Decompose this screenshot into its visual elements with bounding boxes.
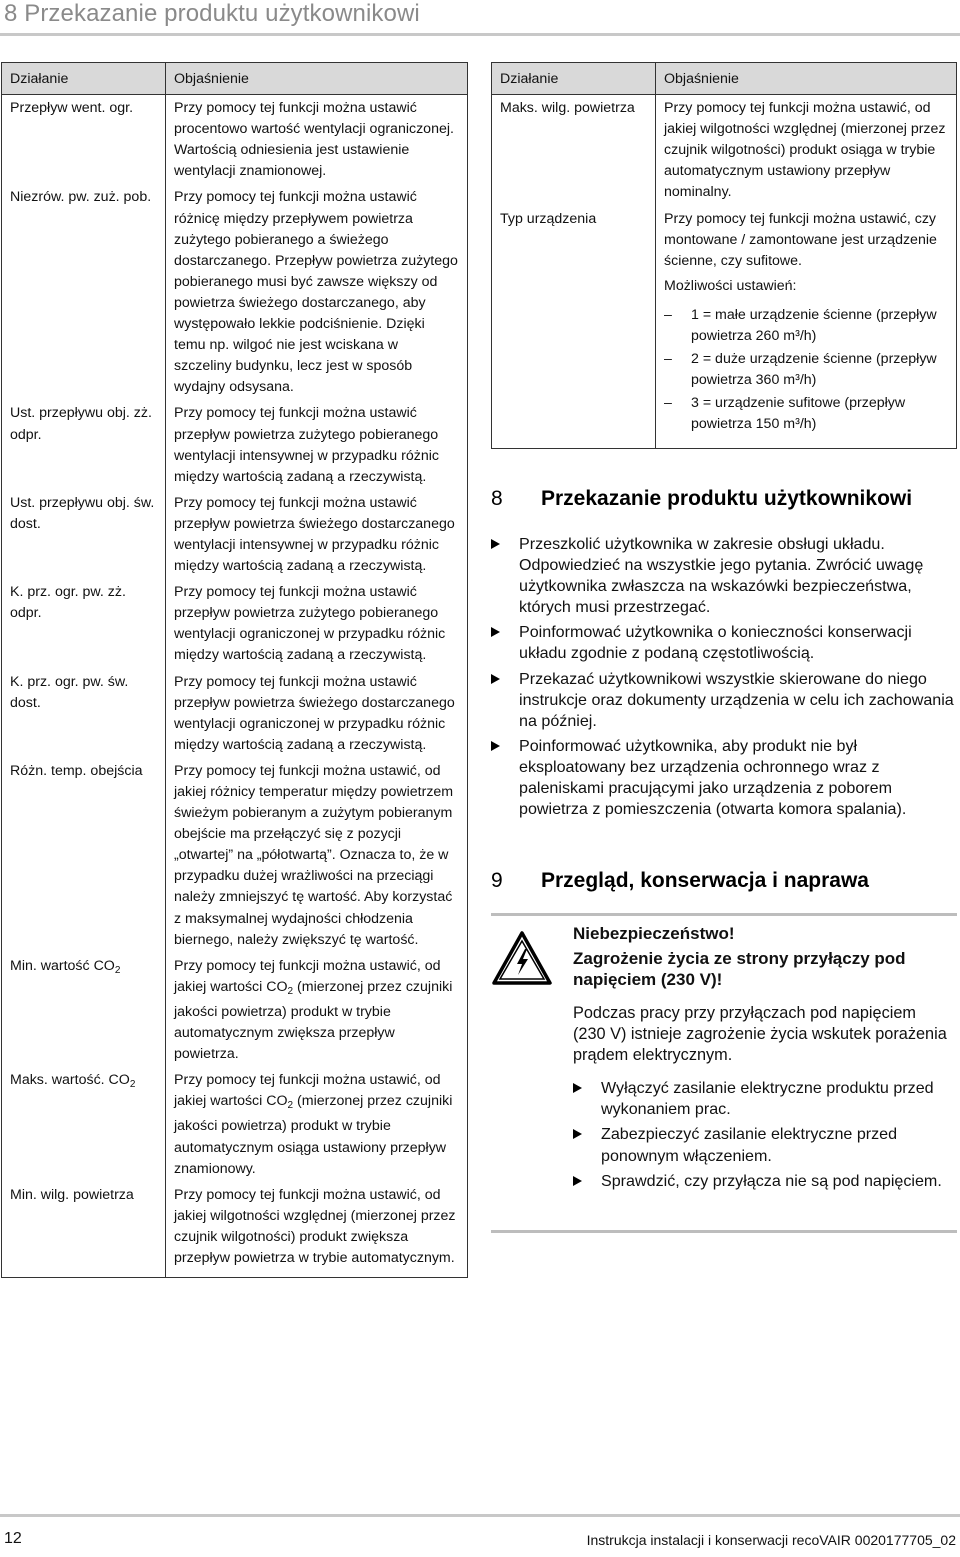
row-action: Ust. przepływu obj. zż. odpr. bbox=[2, 400, 166, 489]
list-item bbox=[573, 1171, 948, 1192]
row-description: Przy pomocy tej funkcji można ustawić przepływ powietrza świeżego dostarczanego wentylacji ograniczonej w przypadku różnic między wartością zadaną a rzeczywistą. bbox=[174, 673, 455, 753]
row-description bbox=[166, 1067, 468, 1181]
section-9-heading bbox=[491, 869, 957, 897]
instruction-text: Poinformować użytkownika o konieczności konserwacji układu zgodnie z podaną częstotliwością. bbox=[519, 623, 912, 663]
action-text: Min. wartość CO bbox=[10, 957, 115, 974]
list-item bbox=[664, 393, 948, 435]
list-item bbox=[573, 1124, 948, 1166]
section-number: 9 bbox=[491, 869, 503, 892]
dash-bullet: – bbox=[664, 306, 672, 323]
section-title: Przekazanie produktu użytkownikowi bbox=[541, 487, 913, 510]
right-functions-table bbox=[491, 62, 957, 449]
section-8-heading bbox=[491, 487, 957, 515]
row-action: Typ urządzenia bbox=[492, 206, 656, 448]
table-row bbox=[2, 95, 468, 185]
table-row bbox=[2, 1067, 468, 1181]
dash-bullet: – bbox=[664, 351, 672, 368]
row-description: Przy pomocy tej funkcji można ustawić, od jakiej różnicy temperatur między powietrzem świeżym pobieranym a zużytym pobieranym obejście ma przełączyć się z pozycji „otwartej” na „półotwartą”. Oznacza to, że w przypadku dużej wrażliwości na przeciągi należy zmniejszyć tę wartość. Aby korzystać z maksymalnej wydajności chłodzenia biernego, należy zwiększyć tę wartość. bbox=[174, 762, 454, 948]
table-header-row bbox=[492, 63, 957, 95]
action-text: Maks. wartość. CO bbox=[10, 1072, 130, 1089]
options-list bbox=[664, 305, 948, 436]
row-description bbox=[166, 953, 468, 1067]
table-row bbox=[2, 490, 468, 579]
subscript: 2 bbox=[287, 985, 294, 997]
row-description: Przy pomocy tej funkcji można ustawić procentowo wartość wentylacji ograniczonej. Wartością odniesienia jest ustawienie wentylacji znamionowej. bbox=[174, 100, 454, 180]
option-text: 1 = małe urządzenie ścienne (przepływ powietrza 260 m³/h) bbox=[691, 306, 937, 345]
instruction-text: Zabezpieczyć zasilanie elektryczne przed ponownym włączeniem. bbox=[601, 1125, 898, 1165]
arrow-bullet-icon bbox=[491, 741, 500, 751]
instruction-text: Przekazać użytkownikowi wszystkie skierowane do niego instrukcje oraz dokumenty urządzenia w celu ich zachowania na później. bbox=[519, 669, 954, 730]
row-description bbox=[656, 206, 957, 448]
list-item bbox=[664, 349, 948, 391]
table-header-row bbox=[2, 63, 468, 95]
arrow-bullet-icon bbox=[573, 1176, 582, 1186]
row-action: Przepływ went. ogr. bbox=[2, 95, 166, 185]
arrow-bullet-icon bbox=[491, 627, 500, 637]
page-number: 12 bbox=[4, 1530, 22, 1547]
table-row bbox=[492, 95, 957, 206]
warning-text: Podczas pracy przy przyłączach pod napięciem (230 V) istnieje zagrożenie życia wskutek porażenia prądem elektrycznym. bbox=[573, 1004, 947, 1065]
table-row bbox=[2, 1182, 468, 1278]
column-header-action: Działanie bbox=[492, 63, 656, 95]
warning-subtitle: Zagrożenie życia ze strony przyłączy pod napięciem (230 V)! bbox=[573, 949, 906, 989]
row-description: Przy pomocy tej funkcji można ustawić przepływ powietrza świeżego dostarczanego wentylacji intensywnej w przypadku różnic między wartością zadaną a rzeczywistą. bbox=[174, 494, 455, 575]
header-rule bbox=[0, 33, 960, 36]
section-number: 8 bbox=[491, 487, 503, 510]
section-8-instructions bbox=[491, 534, 959, 824]
instruction-text: Przeszkolić użytkownika w zakresie obsługi układu. Odpowiedzieć na wszystkie jego pytania. Zwrócić uwagę użytkownika zwłaszcza na wskazówki bezpieczeństwa, których musi przestrzegać. bbox=[519, 535, 924, 617]
list-item bbox=[491, 534, 959, 618]
list-item bbox=[573, 1078, 948, 1120]
warning-title: Niebezpieczeństwo! bbox=[573, 924, 735, 943]
list-item bbox=[491, 669, 959, 732]
arrow-bullet-icon bbox=[491, 674, 500, 684]
electric-hazard-icon bbox=[491, 930, 553, 991]
row-action: Min. wilg. powietrza bbox=[2, 1182, 166, 1278]
table-row bbox=[2, 400, 468, 489]
header-title: 8 Przekazanie produktu użytkownikowi bbox=[4, 0, 420, 27]
row-description: Przy pomocy tej funkcji można ustawić przepływ powietrza zużytego pobieranego wentylacji intensywnej w przypadku różnic między wartością zadaną a rzeczywistą. bbox=[174, 405, 439, 485]
arrow-bullet-icon bbox=[573, 1083, 582, 1093]
desc-text: (mierzonej przez czujniki jakości powietrza) produkt w trybie automatycznym zwiększa przepływ powietrza. bbox=[174, 978, 453, 1063]
desc-text: Przy pomocy tej funkcji można ustawić, od jakiej wartości CO bbox=[174, 1072, 441, 1110]
options-label: Możliwości ustawień: bbox=[664, 277, 797, 294]
table-row bbox=[2, 758, 468, 953]
desc-text: Przy pomocy tej funkcji można ustawić, od jakiej wartości CO bbox=[174, 957, 441, 995]
table-row bbox=[2, 953, 468, 1067]
row-description: Przy pomocy tej funkcji można ustawić, od jakiej wilgotności względnej (mierzonej przez czujnik wilgotności) produkt zwiększa przepływ powietrza w trybie automatycznym. bbox=[174, 1186, 456, 1266]
row-action bbox=[2, 1067, 166, 1181]
list-item bbox=[664, 305, 948, 347]
table-row bbox=[2, 669, 468, 758]
left-functions-table bbox=[1, 62, 468, 1278]
list-item bbox=[491, 736, 959, 820]
arrow-bullet-icon bbox=[573, 1129, 582, 1139]
desc-text: Przy pomocy tej funkcji można ustawić, czy montowane / zamontowane jest urządzenie ścienne, czy sufitowe. bbox=[664, 210, 937, 269]
instruction-text: Poinformować użytkownika, aby produkt nie był eksploatowany bez urządzenia ochronnego wraz z paleniskami pracującymi jako urządzenia z poborem powietrza z pomieszczenia (otwarta komora spalania). bbox=[519, 736, 907, 819]
row-description: Przy pomocy tej funkcji można ustawić przepływ powietrza zużytego pobieranego wentylacji ograniczonej w przypadku różnic między wartością zadaną a rzeczywistą. bbox=[174, 584, 446, 664]
row-action: Maks. wilg. powietrza bbox=[492, 95, 656, 206]
table-row bbox=[2, 579, 468, 668]
warning-body bbox=[573, 1003, 953, 1196]
column-header-explanation: Objaśnienie bbox=[656, 63, 957, 95]
row-action: Niezrów. pw. zuż. pob. bbox=[2, 184, 166, 400]
column-header-explanation: Objaśnienie bbox=[166, 63, 468, 95]
document-title: Instrukcja instalacji i konserwacji recoVAIR 0020177705_02 bbox=[586, 1532, 956, 1548]
table-row bbox=[492, 206, 957, 448]
option-text: 3 = urządzenie sufitowe (przepływ powietrza 150 m³/h) bbox=[691, 395, 906, 433]
danger-warning-box bbox=[491, 913, 957, 1233]
desc-text: (mierzonej przez czujniki jakości powietrza) produkt w trybie automatycznym osiąga ustawiony przepływ znamionowy. bbox=[174, 1093, 453, 1177]
list-item bbox=[491, 622, 959, 664]
dash-bullet: – bbox=[664, 395, 672, 412]
row-description: Przy pomocy tej funkcji można ustawić różnicę między przepływem powietrza zużytego pobieranego a świeżego dostarczanego. Przepływ powietrza zużytego pobieranego musi być zawsze większy od powietrza świeżego dostarczanego, aby występowało lekkie podciśnienie. Dzięki temu np. wilgoć nie jest wciskana w szczeliny budynku, lecz jest w sposób wydajny odsysana. bbox=[174, 189, 458, 396]
footer-rule bbox=[0, 1514, 960, 1517]
column-header-action: Działanie bbox=[2, 63, 166, 95]
subscript: 2 bbox=[129, 1079, 136, 1091]
table-row bbox=[2, 184, 468, 400]
row-action: K. prz. ogr. pw. zż. odpr. bbox=[2, 579, 166, 668]
subscript: 2 bbox=[114, 964, 121, 976]
instruction-text: Sprawdzić, czy przyłącza nie są pod napięciem. bbox=[601, 1171, 942, 1190]
subscript: 2 bbox=[287, 1100, 294, 1112]
section-title: Przegląd, konserwacja i naprawa bbox=[541, 869, 869, 892]
row-action: Ust. przepływu obj. św. dost. bbox=[2, 490, 166, 579]
page-header bbox=[0, 0, 960, 34]
option-text: 2 = duże urządzenie ścienne (przepływ powietrza 360 m³/h) bbox=[691, 351, 937, 389]
row-description: Przy pomocy tej funkcji można ustawić, od jakiej wilgotności względnej (mierzonej przez czujnik wilgotności) produkt osiąga w trybie automatycznym ustawiony przepływ nominalny. bbox=[664, 100, 946, 201]
row-action: K. prz. ogr. pw. św. dost. bbox=[2, 669, 166, 758]
row-action bbox=[2, 953, 166, 1067]
arrow-bullet-icon bbox=[491, 539, 500, 549]
row-action: Różn. temp. obejścia bbox=[2, 758, 166, 953]
instruction-text: Wyłączyć zasilanie elektryczne produktu przed wykonaniem prac. bbox=[601, 1079, 934, 1119]
warning-instructions bbox=[573, 1078, 948, 1191]
